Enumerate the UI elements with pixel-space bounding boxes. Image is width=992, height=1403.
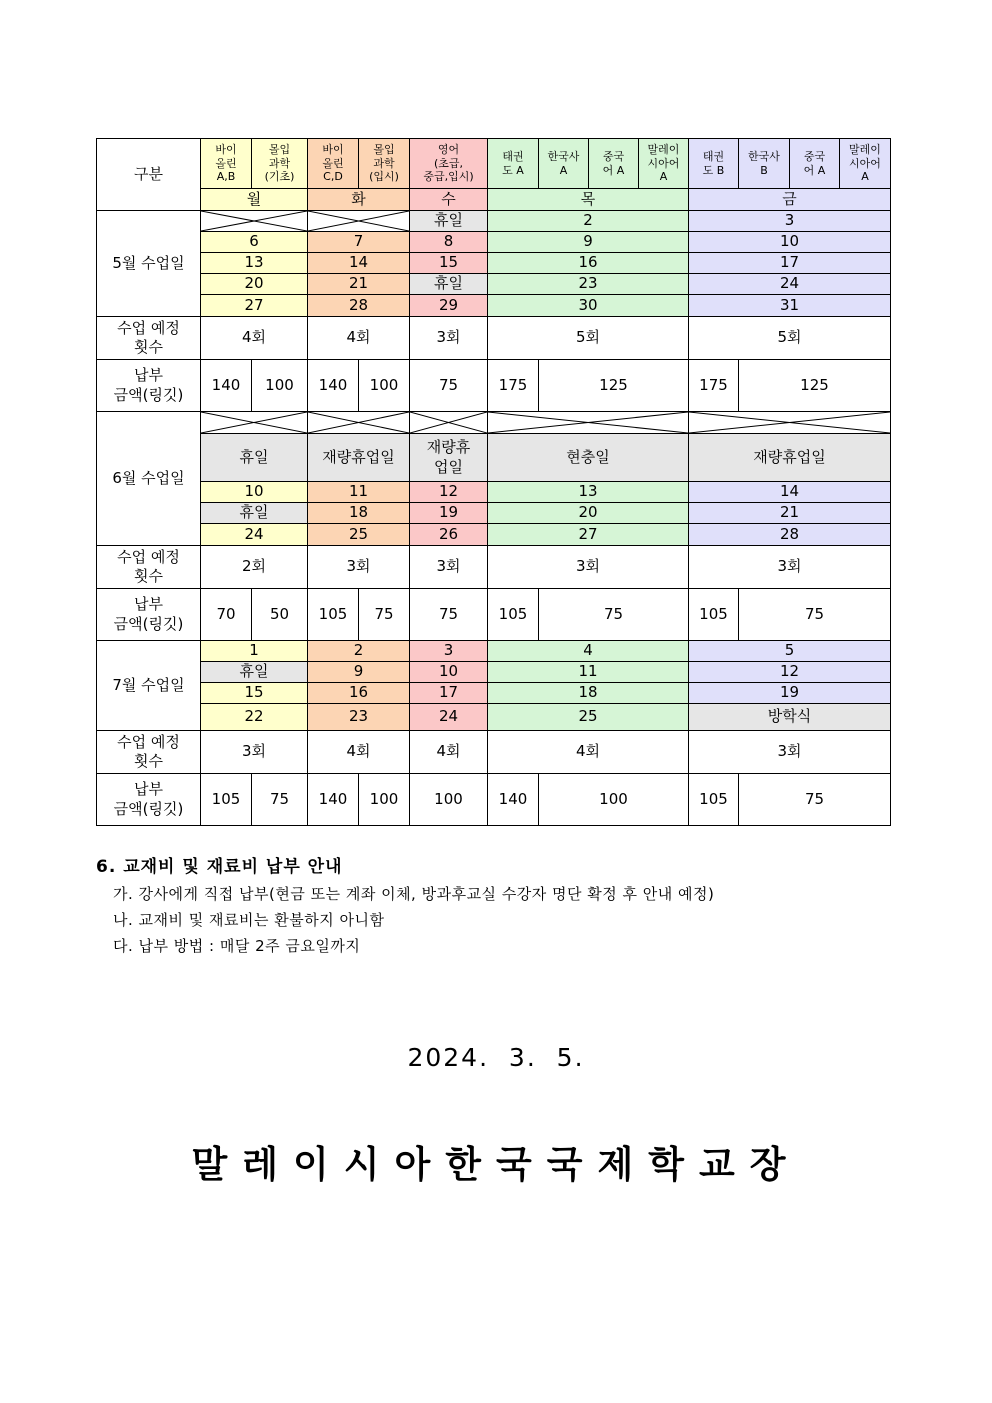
weekday-friday: 금 <box>689 189 891 211</box>
date-cell: 3 <box>689 211 891 232</box>
date-cell: 18 <box>488 683 689 704</box>
fee-cell: 50 <box>252 589 308 641</box>
date-cell: 10 <box>689 232 891 253</box>
date-cell: 17 <box>689 253 891 274</box>
count-cell: 4회 <box>488 731 689 774</box>
date-cell: 25 <box>308 524 410 546</box>
fee-cell: 100 <box>410 774 488 826</box>
fee-cell: 75 <box>739 589 891 641</box>
fee-cell: 75 <box>252 774 308 826</box>
fee-cell: 140 <box>308 360 359 412</box>
date-cell: 27 <box>201 295 308 317</box>
date-cell: 20 <box>201 274 308 295</box>
count-cell: 3회 <box>689 731 891 774</box>
date-cell: 31 <box>689 295 891 317</box>
weekday-tuesday: 화 <box>308 189 410 211</box>
date-cell: 12 <box>689 662 891 683</box>
date-cell: 7 <box>308 232 410 253</box>
date-cell: 22 <box>201 704 308 731</box>
notice-item: 가. 강사에게 직접 납부(현금 또는 계좌 이체, 방과후교실 수강자 명단 확정 후 안내 예정) <box>113 885 715 903</box>
empty-crossed-cell <box>308 211 410 232</box>
empty-crossed-cell <box>689 412 891 434</box>
fee-cell: 140 <box>201 360 252 412</box>
fee-cell: 75 <box>539 589 689 641</box>
date-cell: 23 <box>308 704 410 731</box>
date-cell: 28 <box>689 524 891 546</box>
count-cell: 4회 <box>308 731 410 774</box>
date-cell: 14 <box>308 253 410 274</box>
date-cell: 13 <box>488 482 689 503</box>
july-label: 7월 수업일 <box>97 641 201 731</box>
date-cell: 21 <box>689 503 891 524</box>
fee-label: 납부 금액(링깃) <box>97 589 201 641</box>
date-cell: 6 <box>201 232 308 253</box>
date-cell: 19 <box>410 503 488 524</box>
fee-label: 납부 금액(링깃) <box>97 360 201 412</box>
fee-cell: 105 <box>308 589 359 641</box>
count-cell: 3회 <box>488 546 689 589</box>
fee-cell: 100 <box>252 360 308 412</box>
class-name: 바이 올린 A,B <box>201 139 252 189</box>
date-cell: 5 <box>689 641 891 662</box>
count-cell: 3회 <box>308 546 410 589</box>
count-cell: 4회 <box>201 317 308 360</box>
fee-label: 납부 금액(링깃) <box>97 774 201 826</box>
date-cell: 13 <box>201 253 308 274</box>
count-cell: 2회 <box>201 546 308 589</box>
class-name: 태권 도 A <box>488 139 539 189</box>
count-cell: 3회 <box>410 317 488 360</box>
weekday-wednesday: 수 <box>410 189 488 211</box>
empty-crossed-cell <box>201 412 308 434</box>
date-cell: 10 <box>201 482 308 503</box>
holiday-cell: 재량휴업일 <box>689 434 891 482</box>
fee-cell: 140 <box>488 774 539 826</box>
count-label: 수업 예정 횟수 <box>97 546 201 589</box>
weekday-monday: 월 <box>201 189 308 211</box>
count-cell: 4회 <box>308 317 410 360</box>
date-cell: 25 <box>488 704 689 731</box>
class-name: 영어 (초급, 중급,입시) <box>410 139 488 189</box>
count-label: 수업 예정 횟수 <box>97 317 201 360</box>
fee-cell: 125 <box>739 360 891 412</box>
fee-cell: 75 <box>410 589 488 641</box>
fee-cell: 70 <box>201 589 252 641</box>
date-cell: 24 <box>689 274 891 295</box>
fee-cell: 100 <box>359 774 410 826</box>
date-cell: 휴일 <box>410 211 488 232</box>
date-cell: 16 <box>488 253 689 274</box>
class-name: 바이 올린 C,D <box>308 139 359 189</box>
holiday-cell: 재량휴 업일 <box>410 434 488 482</box>
class-schedule-table <box>96 138 891 826</box>
holiday-cell: 휴일 <box>201 434 308 482</box>
notice-item: 나. 교재비 및 재료비는 환불하지 아니함 <box>113 911 385 929</box>
class-name: 한국사 A <box>539 139 589 189</box>
date-cell: 10 <box>410 662 488 683</box>
june-label: 6월 수업일 <box>97 412 201 546</box>
date-cell: 28 <box>308 295 410 317</box>
date-cell: 9 <box>488 232 689 253</box>
fee-cell: 105 <box>689 774 739 826</box>
notice-title: 6. 교재비 및 재료비 납부 안내 <box>96 857 343 877</box>
date-cell: 9 <box>308 662 410 683</box>
date-cell: 15 <box>201 683 308 704</box>
class-name: 말레이 시아어 A <box>840 139 891 189</box>
notice-item: 다. 납부 방법 : 매달 2주 금요일까지 <box>113 937 361 955</box>
count-label: 수업 예정 횟수 <box>97 731 201 774</box>
class-name: 한국사 B <box>739 139 790 189</box>
class-name: 태권 도 B <box>689 139 739 189</box>
date-cell: 11 <box>488 662 689 683</box>
date-cell: 26 <box>410 524 488 546</box>
date-cell: 4 <box>488 641 689 662</box>
date-cell: 2 <box>308 641 410 662</box>
header-label: 구분 <box>97 139 201 211</box>
count-cell: 5회 <box>689 317 891 360</box>
may-label: 5월 수업일 <box>97 211 201 317</box>
date-cell: 방학식 <box>689 704 891 731</box>
class-name: 말레이 시아어 A <box>639 139 689 189</box>
fee-cell: 105 <box>488 589 539 641</box>
issuer-name: 말레이시아한국국제학교장 <box>191 1143 801 1186</box>
date-cell: 20 <box>488 503 689 524</box>
date-cell: 24 <box>201 524 308 546</box>
empty-crossed-cell <box>488 412 689 434</box>
date-cell: 17 <box>410 683 488 704</box>
date-cell: 19 <box>689 683 891 704</box>
fee-cell: 140 <box>308 774 359 826</box>
class-name: 몰입 과학 (입시) <box>359 139 410 189</box>
date-cell: 12 <box>410 482 488 503</box>
date-cell: 23 <box>488 274 689 295</box>
count-cell: 3회 <box>689 546 891 589</box>
date-cell: 16 <box>308 683 410 704</box>
empty-crossed-cell <box>201 211 308 232</box>
fee-cell: 100 <box>539 774 689 826</box>
fee-cell: 175 <box>689 360 739 412</box>
fee-cell: 100 <box>359 360 410 412</box>
date-cell: 2 <box>488 211 689 232</box>
count-cell: 4회 <box>410 731 488 774</box>
fee-cell: 175 <box>488 360 539 412</box>
date-cell: 18 <box>308 503 410 524</box>
date-cell: 3 <box>410 641 488 662</box>
empty-crossed-cell <box>410 412 488 434</box>
date-cell: 24 <box>410 704 488 731</box>
count-cell: 5회 <box>488 317 689 360</box>
class-name: 몰입 과학 (기초) <box>252 139 308 189</box>
date-cell: 휴일 <box>201 662 308 683</box>
holiday-cell: 현충일 <box>488 434 689 482</box>
fee-cell: 75 <box>739 774 891 826</box>
date-cell: 30 <box>488 295 689 317</box>
date-cell: 27 <box>488 524 689 546</box>
count-cell: 3회 <box>410 546 488 589</box>
fee-cell: 75 <box>359 589 410 641</box>
date-cell: 휴일 <box>201 503 308 524</box>
class-name: 중국 어 A <box>589 139 639 189</box>
date-cell: 11 <box>308 482 410 503</box>
date-cell: 휴일 <box>410 274 488 295</box>
fee-cell: 105 <box>689 589 739 641</box>
fee-cell: 105 <box>201 774 252 826</box>
empty-crossed-cell <box>308 412 410 434</box>
date-cell: 1 <box>201 641 308 662</box>
document-date: 2024. 3. 5. <box>407 1043 585 1072</box>
date-cell: 29 <box>410 295 488 317</box>
payment-notice <box>96 852 896 961</box>
count-cell: 3회 <box>201 731 308 774</box>
fee-cell: 125 <box>539 360 689 412</box>
fee-cell: 75 <box>410 360 488 412</box>
weekday-thursday: 목 <box>488 189 689 211</box>
date-cell: 8 <box>410 232 488 253</box>
date-cell: 15 <box>410 253 488 274</box>
date-cell: 21 <box>308 274 410 295</box>
class-name: 중국 어 A <box>790 139 840 189</box>
holiday-cell: 재량휴업일 <box>308 434 410 482</box>
date-cell: 14 <box>689 482 891 503</box>
